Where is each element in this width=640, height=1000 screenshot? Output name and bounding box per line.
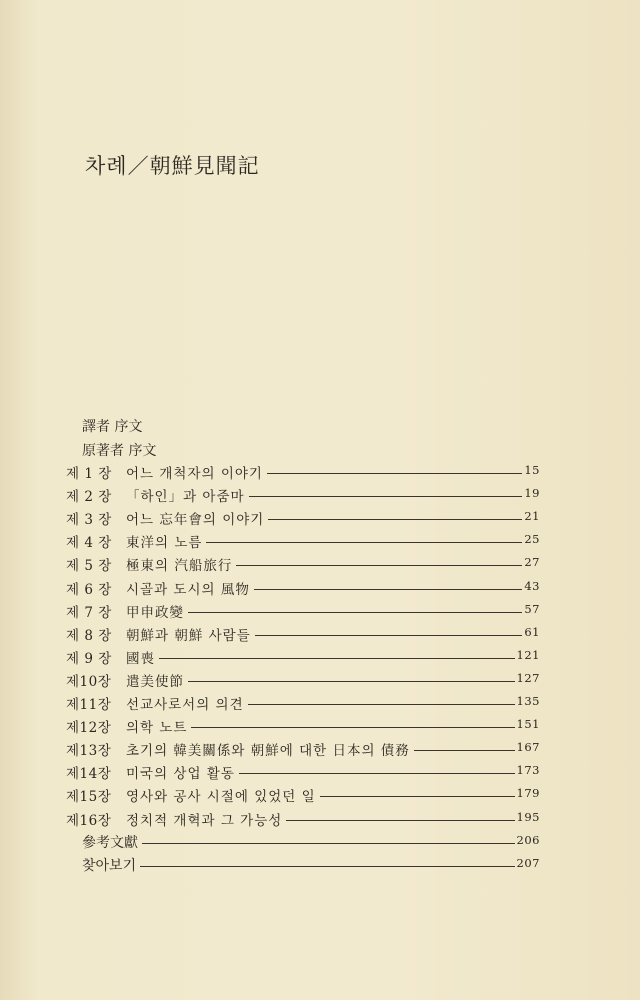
toc-entry [66, 670, 540, 690]
back-matter-entry [82, 832, 540, 852]
chapter-number: 제 1 장 [66, 466, 112, 482]
page-number: 151 [516, 717, 540, 732]
back-matter-title: 參考文獻 [82, 834, 138, 851]
page-number: 19 [524, 486, 540, 501]
toc-entry [66, 578, 540, 598]
leader-line [320, 796, 515, 797]
page-title: 차례／朝鮮見聞記 [85, 154, 260, 178]
chapter-number: 제13장 [66, 743, 112, 760]
chapter-title: 國喪 [126, 650, 155, 667]
chapter-title: 선교사로서의 의견 [126, 697, 244, 713]
chapter-number: 제14장 [66, 766, 112, 783]
leader-line [140, 866, 514, 867]
chapter-title: 정치적 개혁과 그 가능성 [126, 812, 283, 829]
leader-line [188, 612, 522, 613]
toc-entry [66, 601, 540, 621]
leader-line [286, 820, 514, 821]
toc-entry [66, 739, 540, 759]
chapter-title: 시골과 도시의 風物 [126, 581, 250, 598]
page-number: 27 [524, 555, 540, 570]
toc-entry [66, 624, 540, 644]
front-matter-item: 譯者 序文 [82, 419, 143, 435]
chapter-number: 제11장 [66, 697, 112, 713]
leader-line [142, 843, 515, 844]
chapter-number: 제 3 장 [66, 512, 112, 529]
chapter-number: 제 4 장 [66, 535, 112, 552]
toc-entry [66, 531, 540, 551]
leader-line [236, 565, 522, 566]
leader-line [188, 681, 515, 682]
chapter-number: 제12장 [66, 720, 112, 737]
chapter-number: 제16장 [66, 812, 112, 829]
chapter-title: 東洋의 노름 [126, 535, 203, 552]
toc-entry [66, 554, 540, 574]
chapter-number: 제 2 장 [66, 489, 112, 506]
page-number: 15 [524, 463, 540, 477]
page-number: 179 [516, 786, 540, 801]
chapter-title: 초기의 韓美關係와 朝鮮에 대한 日本의 債務 [126, 743, 410, 760]
leader-line [268, 519, 522, 520]
page-number: 207 [516, 855, 540, 870]
chapter-title: 遣美使節 [126, 673, 184, 690]
page-number: 167 [516, 740, 540, 755]
chapter-number: 제 7 장 [66, 604, 112, 621]
chapter-title: 의학 노트 [126, 720, 188, 737]
page-number: 61 [524, 624, 540, 639]
chapter-number: 제 8 장 [66, 627, 112, 644]
front-matter-item: 原著者 序文 [82, 443, 157, 459]
chapter-number: 제 9 장 [66, 650, 112, 667]
chapter-title: 「하인」과 아줌마 [126, 489, 245, 506]
toc-entry [66, 809, 540, 829]
page-number: 43 [524, 578, 540, 593]
toc-entry [66, 716, 540, 736]
leader-line [414, 750, 515, 751]
leader-line [248, 704, 515, 705]
leader-line [206, 542, 522, 543]
page-number: 195 [516, 809, 540, 824]
leader-line [159, 658, 515, 659]
chapter-title: 어느 忘年會의 이야기 [126, 512, 265, 529]
page-number: 173 [516, 763, 540, 778]
toc-entry [66, 785, 540, 805]
toc-entry [66, 647, 540, 667]
toc-entry [66, 693, 540, 713]
chapter-title: 朝鮮과 朝鮮 사람들 [126, 627, 251, 644]
back-matter-entry [82, 855, 540, 875]
page-number: 127 [516, 670, 540, 685]
toc-entry [66, 762, 540, 782]
toc-entry [66, 508, 540, 528]
toc-entry [66, 462, 540, 482]
page-number: 135 [516, 694, 540, 708]
leader-line [191, 727, 514, 728]
page-number: 206 [516, 832, 540, 847]
chapter-title: 甲申政變 [126, 604, 184, 621]
chapter-title: 極東의 汽船旅行 [126, 558, 233, 575]
chapter-title: 미국의 상업 활동 [126, 766, 235, 783]
chapter-number: 제 5 장 [66, 558, 112, 575]
leader-line [239, 773, 515, 774]
chapter-title: 어느 개척자의 이야기 [126, 466, 263, 482]
leader-line [254, 589, 523, 590]
back-matter-title: 찾아보기 [82, 857, 137, 874]
page-number: 121 [516, 647, 540, 662]
chapter-number: 제10장 [66, 673, 112, 690]
page-number: 25 [524, 532, 540, 547]
chapter-number: 제 6 장 [66, 581, 112, 598]
page-number: 57 [524, 601, 540, 616]
page-number: 21 [524, 509, 540, 524]
chapter-title: 영사와 공사 시절에 있었던 일 [126, 789, 316, 806]
leader-line [255, 635, 523, 636]
toc-entry [66, 485, 540, 505]
leader-line [249, 496, 523, 497]
leader-line [267, 473, 522, 474]
chapter-number: 제15장 [66, 789, 112, 806]
